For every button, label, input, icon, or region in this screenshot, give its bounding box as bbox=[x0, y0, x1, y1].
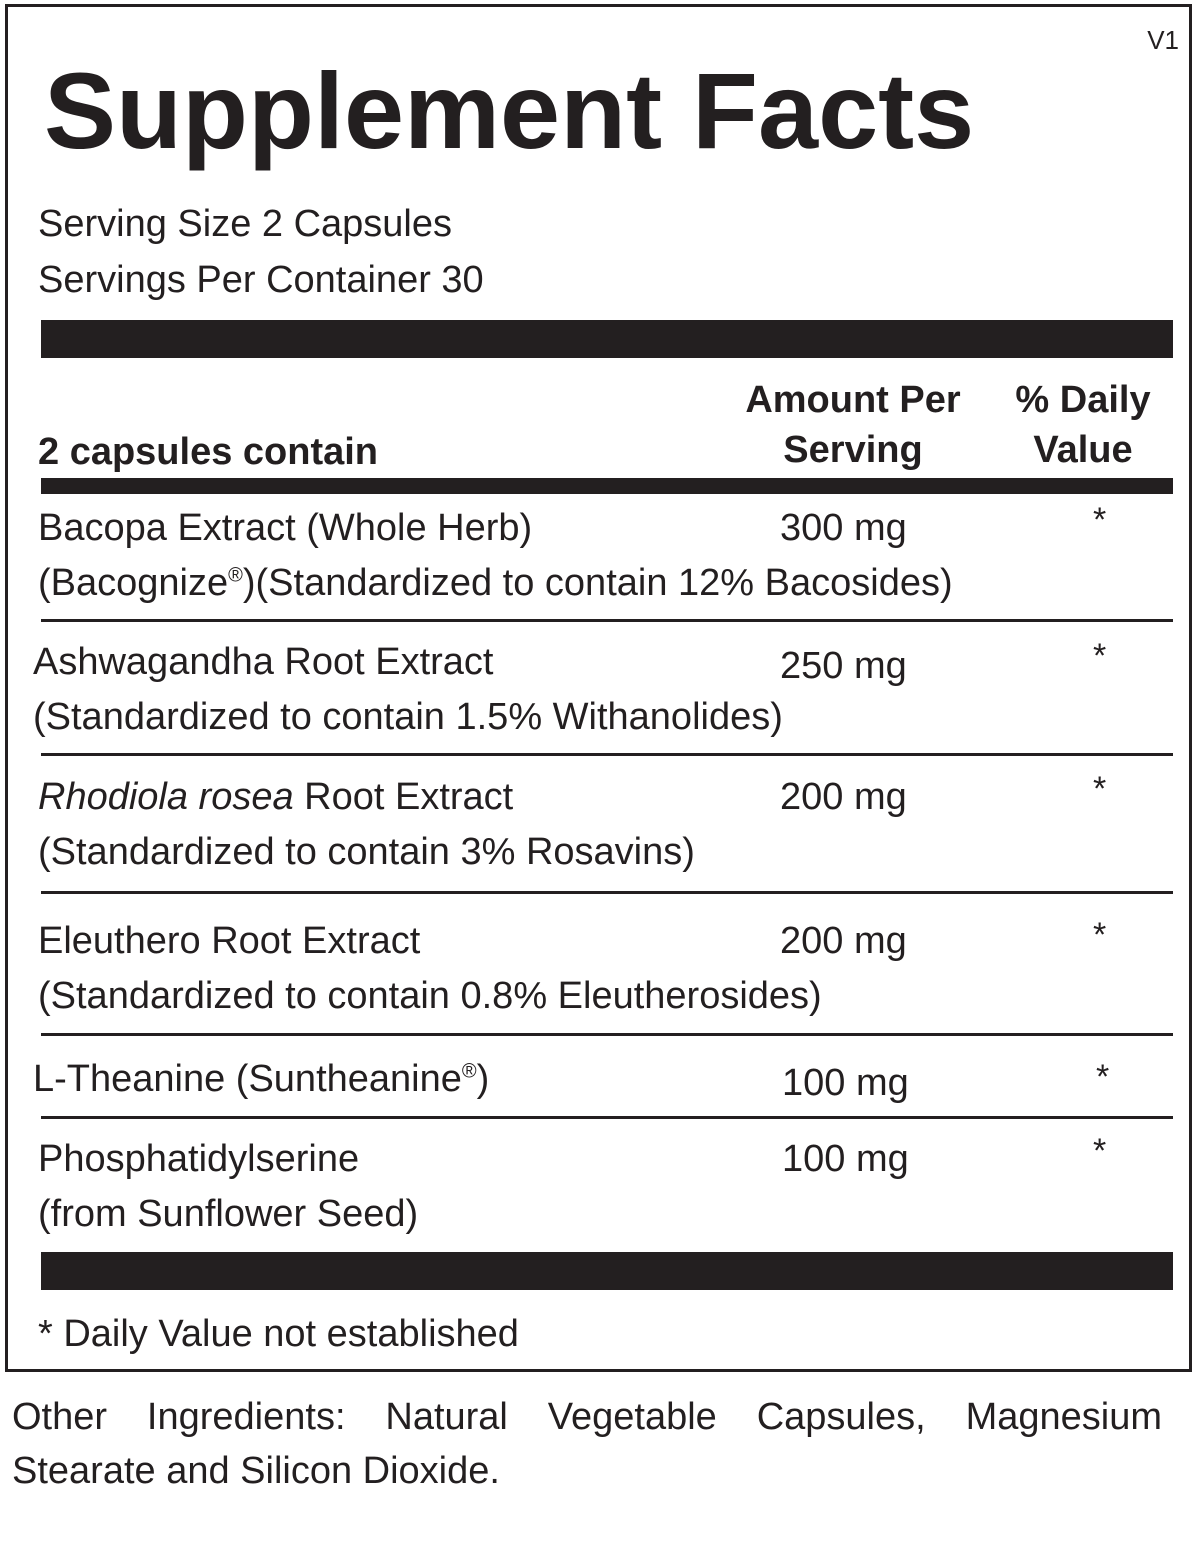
header-capsules-contain: 2 capsules contain bbox=[38, 431, 379, 473]
ingredient-name: Ashwagandha Root Extract bbox=[33, 641, 494, 683]
header-dv-line2: Value bbox=[1033, 429, 1133, 471]
ingredient-amount: 200 mg bbox=[780, 920, 907, 962]
ingredient-name: Bacopa Extract (Whole Herb) bbox=[38, 507, 533, 549]
ingredient-detail: (Standardized to contain 3% Rosavins) bbox=[38, 831, 695, 873]
ingredient-dv: * bbox=[1093, 770, 1107, 808]
ingredient-dv: * bbox=[1093, 1132, 1107, 1170]
ingredient-amount: 100 mg bbox=[782, 1062, 909, 1104]
version-label: V1 bbox=[1147, 25, 1179, 55]
registered-mark: ® bbox=[228, 564, 243, 587]
ingredient-amount: 250 mg bbox=[780, 645, 907, 687]
thick-divider-top bbox=[41, 320, 1173, 358]
ingredient-dv: * bbox=[1093, 916, 1107, 954]
ingredient-name bbox=[33, 1052, 489, 1107]
detail-text: )(Standardized to contain 12% Bacosides) bbox=[242, 562, 953, 604]
registered-mark: ® bbox=[461, 1060, 477, 1083]
row-divider bbox=[41, 1116, 1173, 1119]
header-amount-per-serving bbox=[718, 375, 988, 475]
ingredient-amount: 100 mg bbox=[782, 1138, 909, 1180]
ingredient-name: Eleuthero Root Extract bbox=[38, 920, 421, 962]
row-divider bbox=[41, 753, 1173, 756]
ingredient-name-italic: Rhodiola rosea bbox=[38, 776, 294, 818]
ingredient-detail: (Standardized to contain 1.5% Withanolides) bbox=[33, 696, 783, 738]
panel-title: Supplement Facts bbox=[44, 50, 975, 171]
header-daily-value bbox=[998, 375, 1168, 475]
header-amount-line2: Serving bbox=[783, 429, 923, 471]
daily-value-footnote: * Daily Value not established bbox=[38, 1313, 519, 1355]
ingredient-detail: (Standardized to contain 0.8% Eleutherosides) bbox=[38, 975, 822, 1017]
ingredient-amount: 200 mg bbox=[780, 776, 907, 818]
row-divider bbox=[41, 1033, 1173, 1036]
header-amount-line1: Amount Per bbox=[745, 379, 961, 421]
ingredient-detail bbox=[38, 556, 953, 611]
ingredient-dv: * bbox=[1093, 637, 1107, 675]
ingredient-amount: 300 mg bbox=[780, 507, 907, 549]
header-dv-line1: % Daily bbox=[1015, 379, 1151, 421]
ingredient-dv: * bbox=[1093, 501, 1107, 539]
ingredient-name-text: ) bbox=[476, 1058, 490, 1100]
ingredient-name: Phosphatidylserine bbox=[38, 1138, 360, 1180]
servings-per-container: Servings Per Container 30 bbox=[38, 259, 484, 301]
ingredient-name-text: L-Theanine (Suntheanine bbox=[33, 1058, 462, 1100]
ingredient-name bbox=[38, 770, 513, 825]
thick-divider-bottom bbox=[41, 1252, 1173, 1290]
detail-text: (Bacognize bbox=[38, 562, 229, 604]
row-divider bbox=[41, 619, 1173, 622]
row-divider bbox=[41, 891, 1173, 894]
ingredient-name-rest: Root Extract bbox=[293, 776, 514, 818]
supplement-facts-panel bbox=[5, 4, 1192, 1372]
other-ingredients: Other Ingredients: Natural Vegetable Capsules, Magnesium Stearate and Silicon Dioxide. bbox=[12, 1396, 1162, 1492]
ingredient-dv: * bbox=[1096, 1058, 1110, 1096]
serving-size: Serving Size 2 Capsules bbox=[38, 203, 452, 245]
thick-divider-header bbox=[41, 478, 1173, 494]
ingredient-detail: (from Sunflower Seed) bbox=[38, 1193, 419, 1235]
